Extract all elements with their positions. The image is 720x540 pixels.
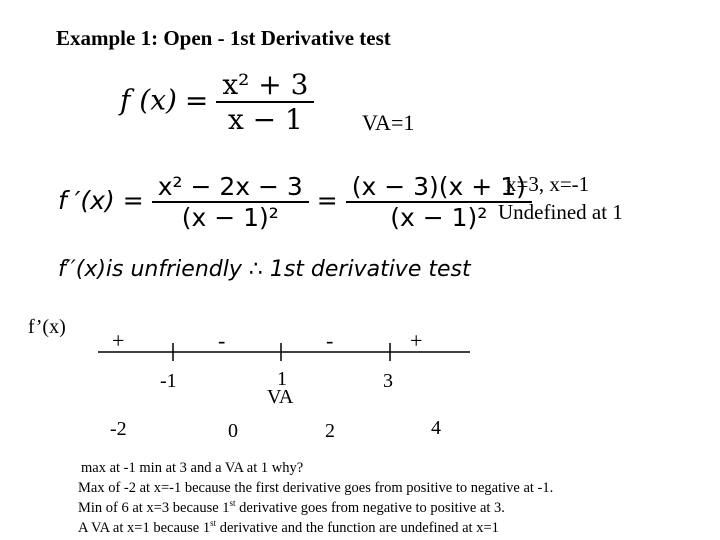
test-value-0: 0 — [228, 420, 238, 442]
fprime-numerator-1: x² − 2x − 3 — [157, 172, 303, 201]
fprime-numerator-2: (x − 3)(x + 1) — [351, 172, 526, 201]
fprime-lhs: f ′(x) — [58, 186, 115, 215]
fx-lhs: f (x) — [120, 83, 177, 117]
note-line-4 — [78, 520, 499, 537]
fx-equals: = — [184, 83, 209, 117]
fprime-denominator-1: (x − 1)² — [152, 201, 309, 232]
slide-title: Example 1: Open - 1st Derivative test — [56, 26, 391, 50]
vertical-asymptote-note: VA=1 — [362, 110, 415, 135]
test-value-4: 4 — [431, 417, 441, 439]
tick-label-neg1: -1 — [160, 370, 177, 392]
test-value-neg2: -2 — [110, 418, 127, 440]
sign-interval-4: + — [410, 328, 423, 353]
note-line-3-ordinal: st — [229, 498, 236, 509]
sign-chart-label: f’(x) — [28, 316, 66, 338]
note-line-1: max at -1 min at 3 and a VA at 1 why? — [81, 460, 304, 476]
undefined-note: Undefined at 1 — [498, 200, 623, 224]
fprime-denominator-2: (x − 1)² — [346, 201, 532, 232]
note-line-3-end: derivative goes from negative to positive at 3. — [235, 500, 505, 516]
note-line-2: Max of -2 at x=-1 because the first derivative goes from positive to negative at -1. — [78, 480, 554, 496]
critical-points-note: x=3, x=-1 — [506, 172, 590, 196]
fprime-equals-1: = — [122, 186, 144, 215]
fdoubleprime-note: f′′(x)is unfriendly ∴ 1st derivative test — [58, 257, 471, 282]
sign-interval-2: - — [218, 328, 226, 353]
note-line-4-ordinal: st — [210, 518, 217, 529]
fx-denominator: x − 1 — [216, 101, 314, 136]
fx-numerator: x² + 3 — [222, 68, 309, 101]
tick-label-1: 1 — [277, 368, 287, 390]
note-line-4-end: derivative and the function are undefined at x=1 — [216, 520, 499, 536]
tick-label-3: 3 — [383, 370, 393, 392]
note-line-4-start: A VA at x=1 because 1 — [78, 520, 211, 536]
fprime-equals-2: = — [316, 186, 338, 215]
test-value-2: 2 — [325, 420, 335, 442]
note-line-3-start: Min of 6 at x=3 because 1 — [78, 500, 230, 516]
sign-interval-3: - — [326, 328, 334, 353]
note-line-3 — [78, 500, 505, 517]
va-label: VA — [267, 386, 294, 408]
sign-interval-1: + — [112, 328, 125, 353]
